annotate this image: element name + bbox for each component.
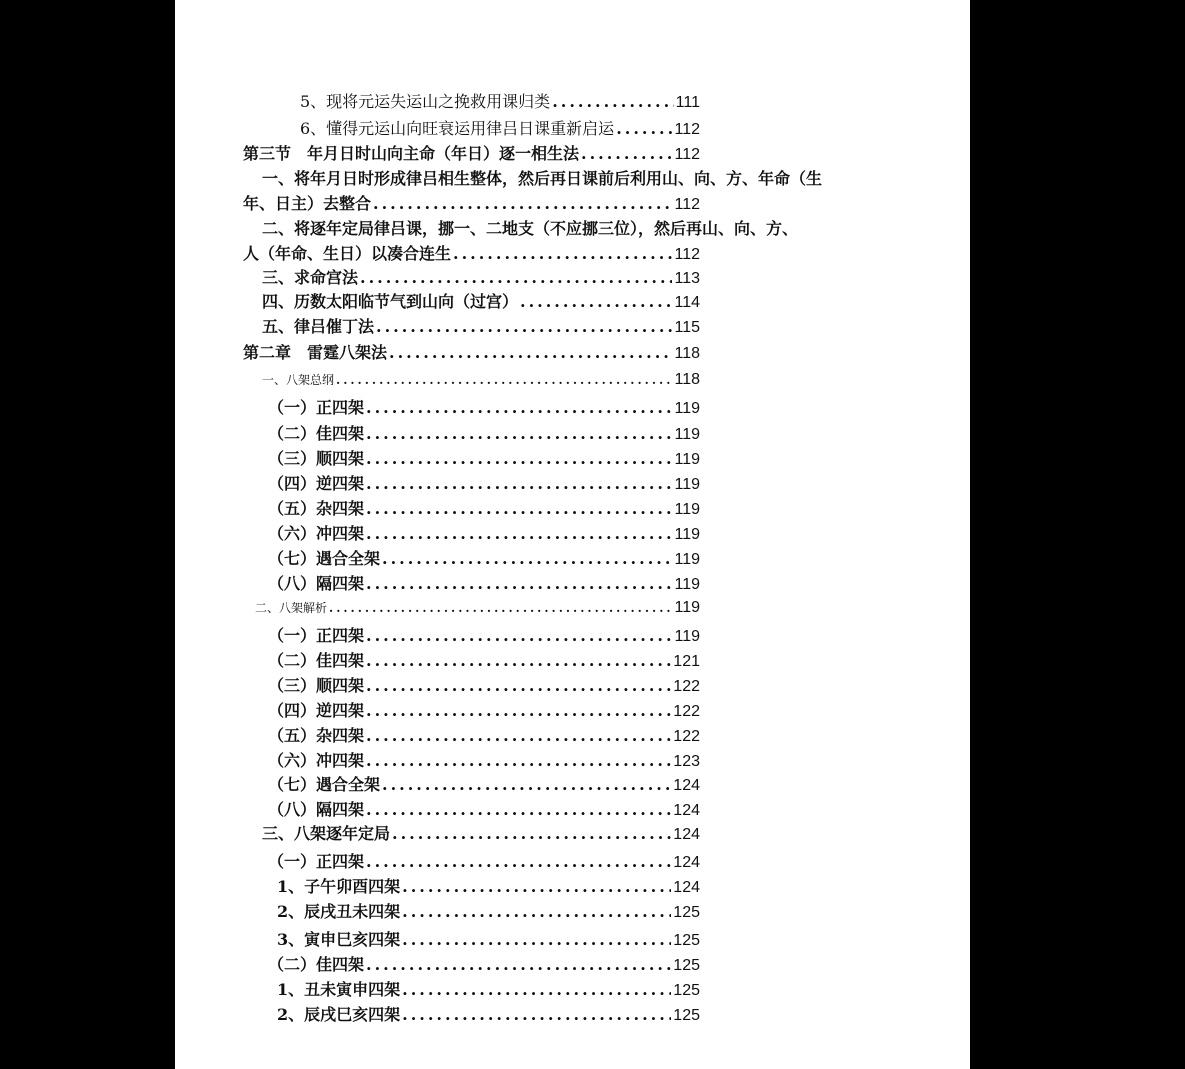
toc-entry-page-number: 119	[674, 451, 700, 468]
toc-entry-title: （一）正四架	[268, 398, 365, 417]
toc-entry-title: 三、求命宫法	[262, 268, 359, 287]
dot-leader	[366, 650, 671, 672]
dot-leader	[382, 548, 672, 570]
dot-leader	[616, 118, 672, 140]
toc-entry	[268, 954, 700, 976]
toc-entry-title: （一）正四架	[268, 852, 365, 871]
toc-entry-title: （一）正四架	[268, 626, 365, 645]
toc-entry-title: 6、懂得元运山向旺衰运用律吕日课重新启运	[300, 119, 615, 138]
toc-entry-page-number: 122	[673, 703, 700, 720]
dot-leader	[382, 774, 671, 796]
dot-leader	[366, 625, 672, 647]
toc-entry	[268, 750, 700, 772]
toc-entry-page-number: 118	[674, 345, 700, 362]
toc-entry	[243, 193, 700, 215]
toc-entry-page-number: 125	[673, 957, 700, 974]
toc-entry	[277, 876, 700, 898]
toc-entry	[243, 143, 700, 165]
toc-entry-page-number: 112	[674, 246, 700, 263]
toc-entry-page-number: 119	[674, 400, 700, 417]
toc-entry	[262, 823, 700, 845]
toc-entry-page-number: 119	[674, 628, 700, 645]
toc-entry-title: 二、将逐年定局律吕课，挪一、二地支（不应挪三位），然后再山、向、方、	[262, 219, 799, 238]
toc-entry-title: 四、历数太阳临节气到山向（过宫）	[262, 292, 519, 311]
dot-leader	[366, 498, 672, 520]
toc-entry-title: 2、辰戌丑未四架	[277, 902, 401, 921]
dot-leader	[402, 1004, 671, 1026]
toc-entry-page-number: 119	[674, 476, 700, 493]
dot-leader	[366, 675, 671, 697]
toc-entry-page-number: 122	[673, 728, 700, 745]
toc-entry	[268, 650, 700, 672]
dot-leader	[520, 291, 672, 313]
dot-leader	[402, 901, 671, 923]
toc-entry	[300, 118, 700, 140]
toc-entry	[268, 397, 700, 419]
toc-entry	[262, 267, 700, 289]
dot-leader	[552, 91, 673, 113]
dot-leader	[366, 397, 672, 419]
toc-entry-title: 年、日主）去整合	[243, 194, 372, 213]
toc-entry	[262, 291, 700, 313]
toc-entry-title: （三）顺四架	[268, 676, 365, 695]
dot-leader	[366, 750, 671, 772]
toc-entry-title: 人（年命、生日）以凑合连生	[243, 244, 452, 263]
toc-entry-title: （七）遇合全架	[268, 775, 381, 794]
dot-leader	[366, 473, 672, 495]
toc-entry	[268, 625, 700, 647]
toc-entry-title: 五、律吕催丁法	[262, 317, 375, 336]
dot-leader	[360, 267, 672, 289]
toc-entry	[268, 700, 700, 722]
toc-entry-page-number: 124	[673, 879, 700, 896]
toc-entry	[277, 1004, 700, 1026]
toc-entry-page-number: 119	[674, 426, 700, 443]
toc-entry-page-number: 119	[674, 501, 700, 518]
toc-entry	[268, 498, 700, 520]
toc-entry-page-number: 124	[673, 777, 700, 794]
toc-entry-title: （二）佳四架	[268, 955, 365, 974]
dot-leader	[366, 725, 671, 747]
toc-entry-page-number: 125	[673, 932, 700, 949]
toc-entry-page-number: 125	[673, 904, 700, 921]
toc-entry	[268, 448, 700, 470]
dot-leader	[366, 700, 671, 722]
dot-leader	[392, 823, 671, 845]
toc-entry-title: 第三节 年月日时山向主命（年日）逐一相生法	[243, 144, 580, 163]
toc-entry-title: 一、将年月日时形成律吕相生整体，然后再日课前后利用山、向、方、年命（生	[262, 169, 823, 188]
toc-entry-page-number: 123	[673, 753, 700, 770]
toc-entry	[268, 675, 700, 697]
toc-entry-title: 三、八架逐年定局	[262, 824, 391, 843]
toc-entry-title: （六）冲四架	[268, 524, 365, 543]
toc-entry-page-number: 119	[674, 599, 700, 616]
toc-entry-page-number: 124	[673, 826, 700, 843]
toc-entry-page-number: 118	[674, 371, 700, 388]
toc-entry-page-number: 124	[673, 802, 700, 819]
toc-entry-page-number: 114	[674, 294, 700, 311]
dot-leader	[453, 243, 672, 265]
toc-entry-title: （七）遇合全架	[268, 549, 381, 568]
toc-entry	[243, 342, 700, 364]
toc-entry	[262, 168, 822, 190]
toc-entry	[243, 243, 700, 265]
dot-leader	[366, 448, 672, 470]
toc-entry-title: （八）隔四架	[268, 574, 365, 593]
toc-entry	[300, 91, 700, 113]
dot-leader	[366, 851, 671, 873]
toc-entry-page-number: 113	[674, 270, 700, 287]
toc-entry-title: （五）杂四架	[268, 499, 365, 518]
dot-leader	[366, 573, 672, 595]
toc-entry-title: 3、寅申巳亥四架	[277, 930, 401, 949]
toc-entry	[277, 979, 700, 1001]
toc-entry-page-number: 112	[674, 146, 700, 163]
toc-entry-title: 5、现将元运失运山之挽救用课归类	[300, 92, 551, 111]
toc-entry	[268, 423, 700, 445]
toc-entry-title: 1、子午卯酉四架	[277, 877, 401, 896]
toc-entry	[268, 799, 700, 821]
toc-entry-page-number: 124	[673, 854, 700, 871]
dot-leader	[366, 799, 671, 821]
document-page	[175, 0, 970, 1069]
toc-entry-title: （八）隔四架	[268, 800, 365, 819]
dot-leader	[402, 979, 671, 1001]
toc-entry-page-number: 112	[674, 121, 700, 138]
toc-entry-page-number: 125	[673, 982, 700, 999]
dot-leader	[336, 369, 672, 391]
toc-entry-title: 2、辰戌巳亥四架	[277, 1005, 401, 1024]
dot-leader	[366, 954, 671, 976]
toc-entry-page-number: 111	[675, 94, 700, 111]
toc-entry	[268, 774, 700, 796]
toc-entry-title: 二、八架解析	[255, 601, 328, 615]
toc-entry-page-number: 119	[674, 526, 700, 543]
toc-entry-page-number: 119	[674, 551, 700, 568]
toc-entry-title: 1、丑未寅申四架	[277, 980, 401, 999]
dot-leader	[402, 929, 671, 951]
toc-entry-title: （三）顺四架	[268, 449, 365, 468]
toc-entry-title: （四）逆四架	[268, 474, 365, 493]
toc-entry	[277, 929, 700, 951]
toc-entry	[268, 725, 700, 747]
toc-entry	[268, 523, 700, 545]
dot-leader	[373, 193, 672, 215]
toc-entry	[255, 597, 700, 619]
toc-entry-title: （六）冲四架	[268, 751, 365, 770]
toc-entry	[268, 473, 700, 495]
toc-entry-title: 第二章 雷霆八架法	[243, 343, 388, 362]
toc-entry-page-number: 125	[673, 1007, 700, 1024]
toc-entry-title: （四）逆四架	[268, 701, 365, 720]
toc-entry-title: 一、八架总纲	[262, 373, 335, 387]
dot-leader	[366, 423, 672, 445]
toc-entry-title: （五）杂四架	[268, 726, 365, 745]
toc-entry-page-number: 115	[674, 319, 700, 336]
toc-entry	[277, 901, 700, 923]
toc-entry-page-number: 122	[673, 678, 700, 695]
toc-entry	[268, 573, 700, 595]
dot-leader	[389, 342, 672, 364]
toc-entry-page-number: 112	[674, 196, 700, 213]
dot-leader	[402, 876, 671, 898]
toc-entry	[268, 851, 700, 873]
toc-entry-page-number: 119	[674, 576, 700, 593]
dot-leader	[329, 597, 672, 619]
toc-entry	[262, 316, 700, 338]
toc-entry	[268, 548, 700, 570]
dot-leader	[366, 523, 672, 545]
toc-entry	[262, 218, 798, 240]
toc-entry-title: （二）佳四架	[268, 424, 365, 443]
toc-entry-title: （二）佳四架	[268, 651, 365, 670]
toc-entry-page-number: 121	[673, 653, 700, 670]
toc-entry	[262, 369, 700, 391]
dot-leader	[376, 316, 672, 338]
dot-leader	[581, 143, 672, 165]
